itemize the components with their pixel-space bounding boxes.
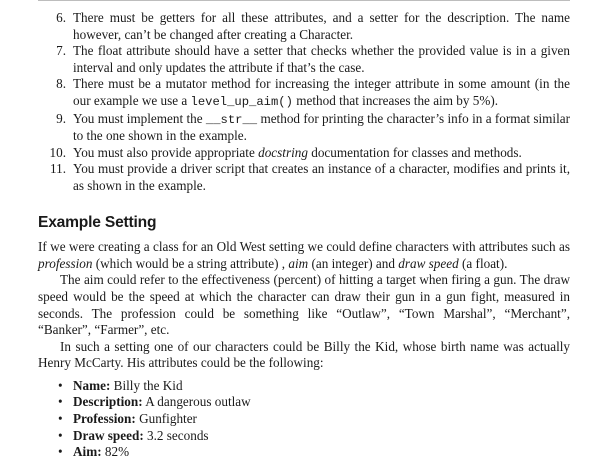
emphasis-term: docstring <box>258 144 308 160</box>
attribute-value: Gunfighter <box>139 411 197 427</box>
item-number: 9. <box>56 110 66 126</box>
bullet-icon: • <box>58 377 63 393</box>
item-number: 11. <box>50 161 66 177</box>
emphasis-term: profession <box>38 255 93 271</box>
requirement-item <box>38 43 570 76</box>
item-number: 10. <box>49 144 66 160</box>
bullet-icon: • <box>58 444 63 460</box>
code-snippet: level_up_aim() <box>190 94 293 109</box>
bullet-icon: • <box>58 427 63 443</box>
paragraph-intro <box>38 239 570 272</box>
attribute-separator: : <box>138 394 143 410</box>
attribute-item <box>38 378 570 395</box>
item-text: There must be a mutator method for increasing the integer attribute in some amount (in the our example we use a <box>73 76 570 108</box>
attribute-item <box>38 394 570 411</box>
bullet-icon: • <box>58 411 63 427</box>
attribute-item <box>38 411 570 428</box>
attributes-list <box>38 378 570 461</box>
item-text: The float attribute should have a setter that checks whether the provided value is in a given interval and only updates the attribute if that’s the case. <box>73 43 570 75</box>
bullet-icon: • <box>58 394 63 410</box>
emphasis-term: aim <box>288 255 309 271</box>
item-text: documentation for classes and methods. <box>307 144 522 160</box>
attribute-label: Aim <box>73 444 98 460</box>
item-text: There must be getters for all these attributes, and a setter for the description. The name however, can’t be changed after creating a Character. <box>73 10 570 42</box>
item-text: method for printing the character’s info in a format similar to the one shown in the example. <box>73 110 570 144</box>
attribute-value: 82% <box>104 444 130 460</box>
paragraph-example: In such a setting one of our characters could be Billy the Kid, whose birth name was actually Henry McCarty. His attributes could be the following: <box>38 338 570 371</box>
page-top-rule <box>38 0 570 1</box>
text-run: (which would be a string attribute) , <box>92 255 289 271</box>
requirement-item <box>38 161 570 194</box>
attribute-separator: : <box>131 411 136 427</box>
item-number: 6. <box>56 10 66 25</box>
item-text: method that increases the aim by 5%). <box>292 92 499 108</box>
requirement-item <box>38 145 570 162</box>
section-heading: Example Setting <box>38 213 157 231</box>
attribute-separator: : <box>97 444 102 460</box>
attribute-item <box>38 428 570 445</box>
item-text: You must provide a driver script that creates an instance of a character, modifies and prints it, as shown in the example. <box>73 161 570 193</box>
item-number: 8. <box>56 76 66 92</box>
document-page <box>38 10 570 461</box>
requirement-item <box>38 76 570 110</box>
text-run: If we were creating a class for an Old West setting we could define characters with attributes such as <box>38 239 570 255</box>
attribute-value: 3.2 seconds <box>147 427 209 443</box>
emphasis-term: draw speed <box>398 255 459 271</box>
item-number: 7. <box>56 43 66 59</box>
attribute-label: Profession <box>73 411 132 427</box>
item-text: You must implement the <box>73 110 206 126</box>
requirement-item <box>38 10 570 43</box>
attribute-value: A dangerous outlaw <box>145 394 251 410</box>
attribute-separator: : <box>139 427 144 443</box>
code-snippet: __str__ <box>205 112 258 127</box>
requirement-item <box>38 111 570 145</box>
attribute-separator: : <box>105 377 111 393</box>
text-run: (a float). <box>458 255 508 271</box>
attribute-label: Description <box>73 394 139 410</box>
paragraph-aim: The aim could refer to the effectiveness (percent) of hitting a target when firing a gun. The draw speed would be the speed at which the character can draw their gun in a gun fight, measured in seconds. The profession could be something like “Outlaw”, “Town Marshal”, “Merchant”, “Banker”, “Farmer”, etc. <box>38 272 570 338</box>
attribute-label: Name <box>73 377 106 393</box>
attribute-value: Billy the Kid <box>113 377 183 393</box>
attribute-item <box>38 444 570 461</box>
text-run: (an integer) and <box>308 255 399 271</box>
item-text: You must also provide appropriate <box>73 144 259 160</box>
requirements-list <box>38 10 570 195</box>
attribute-label: Draw speed <box>73 427 140 443</box>
